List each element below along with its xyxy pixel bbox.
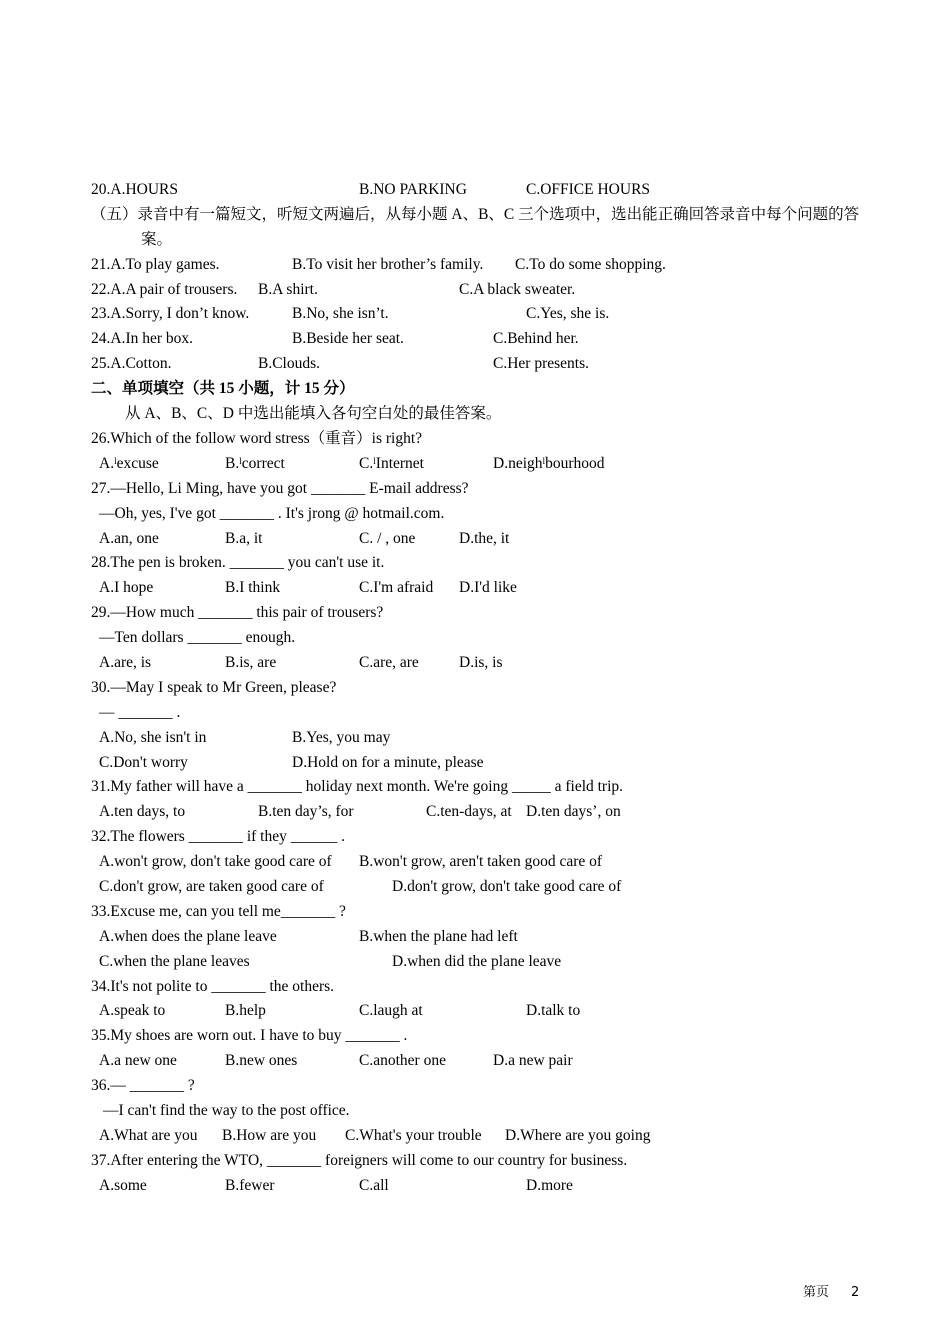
- line-text: A.some: [99, 1176, 147, 1194]
- line-text: C.Don't worry: [99, 753, 188, 771]
- line-text: A.ten days, to: [99, 803, 186, 821]
- option-text: B.help: [225, 1002, 266, 1020]
- line-text: —Oh, yes, I've got _______ . It's jrong @ hotmail.com.: [99, 504, 445, 522]
- line-text: 24.A.In her box.: [91, 330, 194, 348]
- text-line: [91, 253, 871, 278]
- line-text: C.when the plane leaves: [99, 952, 250, 970]
- text-line: [91, 178, 871, 203]
- option-text: C.I'm afraid: [359, 579, 434, 597]
- option-text: B.NO PARKING: [359, 181, 467, 198]
- line-text: 21.A.To play games.: [91, 255, 220, 273]
- option-text: C.Her presents.: [493, 355, 589, 373]
- text-line: [91, 576, 871, 601]
- text-line: [91, 327, 871, 352]
- text-line: [91, 1099, 871, 1124]
- line-text: A.are, is: [99, 653, 152, 671]
- text-line: [91, 1124, 871, 1149]
- line-text: 30.—May I speak to Mr Green, please?: [91, 678, 337, 696]
- text-line: [91, 825, 871, 850]
- option-text: D.Hold on for a minute, please: [292, 753, 484, 771]
- option-text: D.don't grow, don't take good care of: [392, 877, 622, 895]
- line-text: A.No, she isn't in: [99, 728, 207, 746]
- text-line: [91, 999, 871, 1024]
- exam-content: [91, 178, 871, 1199]
- option-text: B.new ones: [225, 1052, 298, 1070]
- page-label: 第页: [803, 1285, 830, 1300]
- option-text: B.ˡcorrect: [225, 454, 285, 472]
- option-text: C.A black sweater.: [459, 280, 576, 298]
- text-line: [91, 477, 871, 502]
- option-text: B.How are you: [222, 1126, 317, 1144]
- option-text: B.ten day’s, for: [258, 803, 354, 821]
- option-text: C.are, are: [359, 653, 419, 671]
- line-text: A.when does the plane leave: [99, 927, 277, 945]
- option-text: C.What's your trouble: [345, 1126, 482, 1144]
- option-text: B.No, she isn’t.: [292, 305, 389, 323]
- line-text: 26.Which of the follow word stress（重音）is right?: [91, 429, 423, 447]
- text-line: [91, 751, 871, 776]
- option-text: B.Beside her seat.: [292, 330, 404, 348]
- section-instruction: （五）录音中有一篇短文，听短文两遍后，从每小题 A、B、C 三个选项中，选出能正确回答录音中每个问题的答案。: [91, 205, 860, 248]
- option-text: C.Behind her.: [493, 330, 579, 348]
- option-text: C.ˡInternet: [359, 454, 424, 472]
- text-line: [91, 1024, 871, 1049]
- option-text: B.I think: [225, 579, 281, 597]
- line-text: 29.—How much _______ this pair of trousers?: [91, 604, 384, 622]
- option-text: B.won't grow, aren't taken good care of: [359, 853, 603, 871]
- line-text: A.won't grow, don't take good care of: [99, 853, 332, 871]
- line-text: 从 A、B、C、D 中选出能填入各句空白处的最佳答案。: [125, 405, 502, 423]
- text-line: [91, 975, 871, 1000]
- text-line: [91, 1074, 871, 1099]
- option-text: B.A shirt.: [258, 280, 318, 298]
- text-line: [91, 377, 871, 402]
- option-text: D.is, is: [459, 653, 503, 671]
- option-text: D.ten days’, on: [526, 803, 621, 821]
- option-text: C.Yes, she is.: [526, 305, 610, 323]
- line-text: 20.A.HOURS: [91, 181, 178, 198]
- option-text: C.laugh at: [359, 1002, 423, 1020]
- text-line: [91, 1174, 871, 1199]
- text-line: [91, 925, 871, 950]
- option-text: C.another one: [359, 1052, 446, 1070]
- text-line: [91, 452, 871, 477]
- text-line: [91, 676, 871, 701]
- line-text: C.don't grow, are taken good care of: [99, 877, 324, 895]
- line-text: 36.— _______ ?: [91, 1077, 195, 1095]
- text-line: [91, 726, 871, 751]
- line-text: 35.My shoes are worn out. I have to buy _______ .: [91, 1027, 408, 1045]
- text-line: [91, 302, 871, 327]
- line-text: A.a new one: [99, 1052, 177, 1070]
- text-line: [91, 402, 871, 427]
- option-text: D.a new pair: [493, 1052, 573, 1070]
- page-number: 2: [851, 1285, 860, 1300]
- line-text: 二、单项填空（共 15 小题，计 15 分）: [91, 380, 355, 398]
- option-text: B.To visit her brother’s family.: [292, 255, 484, 273]
- option-text: B.is, are: [225, 653, 277, 671]
- option-text: D.when did the plane leave: [392, 952, 562, 970]
- option-text: C.ten-days, at: [426, 803, 512, 821]
- line-text: 34.It's not polite to _______ the others.: [91, 977, 335, 995]
- text-line: [91, 701, 871, 726]
- line-text: A.I hope: [99, 579, 154, 597]
- text-line: [91, 352, 871, 377]
- text-line: [91, 850, 871, 875]
- line-text: A.ˡexcuse: [99, 454, 159, 472]
- text-line: [91, 1049, 871, 1074]
- line-text: A.What are you: [99, 1126, 198, 1144]
- option-text: B.fewer: [225, 1176, 275, 1194]
- line-text: 32.The flowers _______ if they ______ .: [91, 828, 345, 846]
- line-text: 23.A.Sorry, I don’t know.: [91, 305, 250, 323]
- line-text: 31.My father will have a _______ holiday next month. We're going _____ a field trip.: [91, 778, 624, 796]
- line-text: 33.Excuse me, can you tell me_______ ?: [91, 902, 346, 920]
- line-text: — _______ .: [99, 703, 181, 721]
- option-text: D.neighˡbourhood: [493, 454, 605, 472]
- line-text: 28.The pen is broken. _______ you can't use it.: [91, 554, 385, 572]
- line-text: —I can't find the way to the post office.: [103, 1101, 350, 1119]
- text-line: [91, 551, 871, 576]
- option-text: C. / , one: [359, 529, 416, 547]
- option-text: D.more: [526, 1176, 573, 1194]
- page-footer: [803, 1281, 859, 1300]
- option-text: B.when the plane had left: [359, 927, 518, 945]
- text-line: [91, 800, 871, 825]
- text-line: [91, 626, 871, 651]
- line-text: 25.A.Cotton.: [91, 355, 172, 373]
- option-text: D.Where are you going: [505, 1126, 651, 1144]
- text-line: [91, 601, 871, 626]
- option-text: C.To do some shopping.: [515, 255, 666, 273]
- text-line: [91, 651, 871, 676]
- line-text: A.an, one: [99, 529, 159, 547]
- text-line: [91, 900, 871, 925]
- option-text: B.Yes, you may: [292, 728, 391, 746]
- text-line: [91, 950, 871, 975]
- line-text: 22.A.A pair of trousers.: [91, 280, 238, 298]
- text-line: [91, 502, 871, 527]
- text-line: [91, 875, 871, 900]
- option-text: D.talk to: [526, 1002, 581, 1020]
- text-line: [91, 1149, 871, 1174]
- option-text: B.Clouds.: [258, 355, 321, 373]
- option-text: D.I'd like: [459, 579, 517, 597]
- text-line: [91, 775, 871, 800]
- line-text: 37.After entering the WTO, _______ foreigners will come to our country for business.: [91, 1151, 628, 1169]
- line-text: A.speak to: [99, 1002, 166, 1020]
- line-text: 27.—Hello, Li Ming, have you got _______ E-mail address?: [91, 479, 469, 497]
- option-text: C.OFFICE HOURS: [526, 181, 651, 198]
- text-line: [91, 278, 871, 303]
- option-text: B.a, it: [225, 529, 263, 547]
- option-text: C.all: [359, 1176, 389, 1194]
- text-line: [91, 527, 871, 552]
- text-line: [91, 427, 871, 452]
- line-text: —Ten dollars _______ enough.: [99, 629, 296, 647]
- option-text: D.the, it: [459, 529, 510, 547]
